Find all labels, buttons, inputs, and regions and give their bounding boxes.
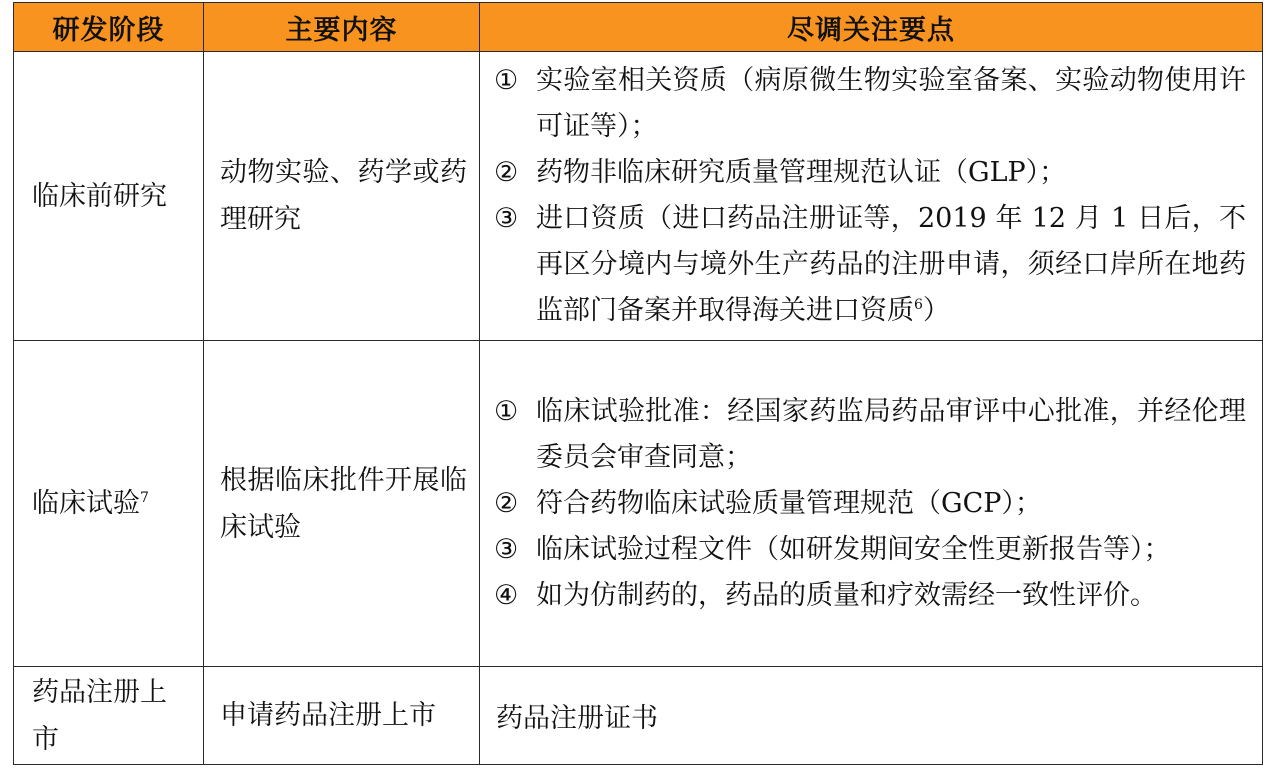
points-cell	[480, 667, 1263, 765]
header-focus-points: 尽调关注要点	[480, 3, 1263, 52]
header-content: 主要内容	[204, 3, 480, 52]
stage-cell	[14, 52, 204, 341]
due-diligence-table	[13, 2, 1263, 765]
header-row	[14, 3, 1263, 52]
list-item	[494, 196, 1246, 334]
item-text: 药物非临床研究质量管理规范认证（GLP）；	[536, 157, 1067, 188]
points-list	[480, 52, 1262, 340]
footnote-ref: 7	[140, 490, 149, 506]
item-number: ③	[494, 203, 519, 234]
points-list	[480, 383, 1262, 625]
item-text: 实验室相关资质（病原微生物实验室备案、实验动物使用许可证等）；	[536, 65, 1246, 142]
item-text-tail: ）	[922, 295, 950, 326]
content-cell	[204, 667, 480, 765]
item-number: ①	[494, 65, 519, 96]
points-cell	[480, 341, 1263, 667]
footnote-ref: 6	[914, 297, 923, 313]
item-text: 临床试验过程文件（如研发期间安全性更新报告等）；	[536, 533, 1171, 565]
item-text: 符合药物临床试验质量管理规范（GCP）；	[536, 487, 1042, 519]
content-cell	[204, 341, 480, 667]
table-row	[14, 52, 1263, 341]
certificate-label: 药品注册证书	[496, 703, 658, 734]
content-cell	[204, 52, 480, 341]
table-row	[14, 341, 1263, 667]
item-number: ③	[494, 533, 519, 565]
list-item	[494, 527, 1246, 573]
stage-label: 临床试验	[32, 488, 140, 519]
stage-label: 药品注册上市	[32, 676, 167, 755]
item-number: ④	[494, 579, 519, 611]
item-number: ①	[494, 395, 519, 427]
stage-cell	[14, 341, 204, 667]
item-text: 进口资质（进口药品注册证等，2019 年 12 月 1 日后，不再区分境内与境外生产药品的注册申请，须经口岸所在地药监部门备案并取得海关进口资质	[536, 203, 1246, 326]
header-stage: 研发阶段	[14, 3, 204, 52]
stage-label: 临床前研究	[32, 180, 167, 212]
content-label: 申请药品注册上市	[220, 700, 436, 731]
list-item	[494, 481, 1246, 527]
list-item	[494, 58, 1246, 150]
content-label: 根据临床批件开展临床试验	[220, 464, 467, 543]
list-item	[494, 389, 1246, 481]
stage-cell	[14, 667, 204, 765]
item-text: 临床试验批准：经国家药监局药品审评中心批准，并经伦理委员会审查同意；	[536, 395, 1246, 473]
list-item	[494, 573, 1246, 619]
item-number: ②	[494, 487, 519, 519]
item-text: 如为仿制药的，药品的质量和疗效需经一致性评价。	[536, 579, 1157, 611]
content-label: 动物实验、药学或药理研究	[220, 157, 467, 235]
list-item	[494, 150, 1246, 196]
table-row	[14, 667, 1263, 765]
points-cell	[480, 52, 1263, 341]
item-text-wrap	[536, 196, 1246, 334]
item-number: ②	[494, 157, 519, 188]
